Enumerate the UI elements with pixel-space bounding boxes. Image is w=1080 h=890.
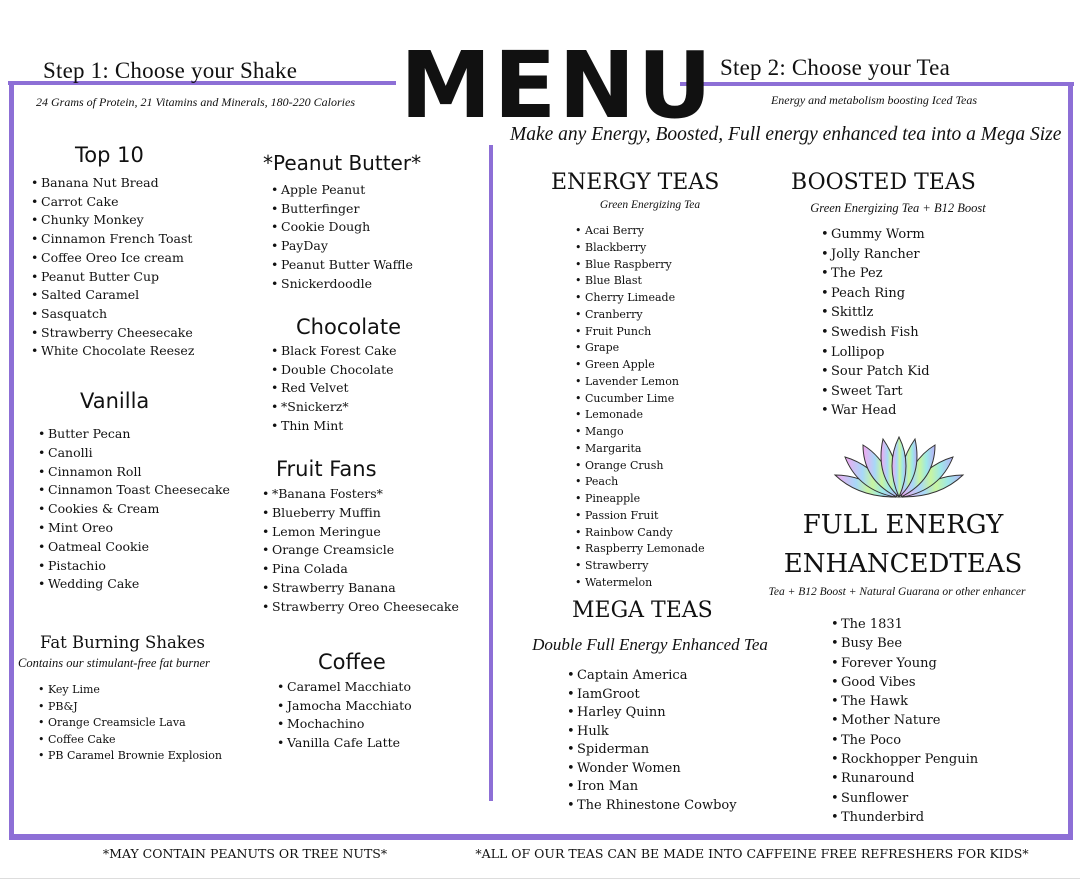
- list-item: • Harley Quinn: [567, 704, 737, 723]
- list-item: • Red Velvet: [271, 379, 396, 398]
- list-item: • Mother Nature: [831, 711, 978, 730]
- list-item: • Wedding Cake: [38, 575, 230, 594]
- list-item: • Blue Raspberry: [575, 257, 705, 274]
- list-item: • Apple Peanut: [271, 181, 413, 200]
- frame-left: [9, 81, 14, 840]
- coffee-list: [277, 678, 412, 753]
- list-item: • Thin Mint: [271, 417, 396, 436]
- list-item: • *Banana Fosters*: [262, 485, 459, 504]
- coffee-heading: Coffee: [318, 650, 386, 674]
- list-item: • Mint Oreo: [38, 519, 230, 538]
- list-item: • Strawberry: [575, 558, 705, 575]
- list-item: • Rockhopper Penguin: [831, 750, 978, 769]
- list-item: • The Hawk: [831, 692, 978, 711]
- list-item: • Orange Crush: [575, 458, 705, 475]
- list-item: • Coffee Oreo Ice cream: [31, 249, 194, 268]
- list-item: • Lollipop: [821, 343, 930, 363]
- list-item: • Canolli: [38, 444, 230, 463]
- energy-teas-heading: ENERGY TEAS: [551, 170, 720, 195]
- list-item: • The Pez: [821, 264, 930, 284]
- mega-teas-heading: MEGA TEAS: [572, 598, 713, 623]
- list-item: • The Poco: [831, 731, 978, 750]
- list-item: • Coffee Cake: [38, 732, 222, 749]
- list-item: • Cucumber Lime: [575, 391, 705, 408]
- list-item: • Cinnamon Roll: [38, 463, 230, 482]
- list-item: • Cookies & Cream: [38, 500, 230, 519]
- list-item: • The 1831: [831, 615, 978, 634]
- list-item: • Busy Bee: [831, 634, 978, 653]
- list-item: • Mango: [575, 424, 705, 441]
- list-item: • *Snickerz*: [271, 398, 396, 417]
- list-item: • Key Lime: [38, 682, 222, 699]
- list-item: • Iron Man: [567, 778, 737, 797]
- full-energy-heading-line1: FULL ENERGY: [802, 510, 1004, 540]
- list-item: • Blue Blast: [575, 273, 705, 290]
- vanilla-heading: Vanilla: [80, 389, 150, 413]
- page-bottom-rule: [0, 878, 1080, 879]
- lotus-flower-icon: [833, 435, 965, 501]
- list-item: • Lemon Meringue: [262, 523, 459, 542]
- step1-subtitle: 24 Grams of Protein, 21 Vitamins and Minerals, 180-220 Calories: [36, 95, 355, 109]
- list-item: • Lavender Lemon: [575, 374, 705, 391]
- list-item: • Cinnamon French Toast: [31, 230, 194, 249]
- list-item: • Hulk: [567, 723, 737, 742]
- list-item: • PayDay: [271, 237, 413, 256]
- top10-heading: Top 10: [75, 143, 144, 167]
- peanut-butter-heading: *Peanut Butter*: [263, 151, 422, 175]
- list-item: • Pistachio: [38, 557, 230, 576]
- full-energy-list: [831, 615, 978, 827]
- list-item: • Runaround: [831, 769, 978, 788]
- list-item: • Peanut Butter Waffle: [271, 256, 413, 275]
- list-item: • Raspberry Lemonade: [575, 541, 705, 558]
- list-item: • Double Chocolate: [271, 361, 396, 380]
- list-item: • Forever Young: [831, 654, 978, 673]
- frame-right: [1068, 82, 1073, 840]
- step1-title: Step 1: Choose your Shake: [43, 58, 298, 83]
- list-item: • Grape: [575, 340, 705, 357]
- list-item: • Cinnamon Toast Cheesecake: [38, 481, 230, 500]
- list-item: • Salted Caramel: [31, 286, 194, 305]
- list-item: • Cherry Limeade: [575, 290, 705, 307]
- list-item: • Strawberry Banana: [262, 579, 459, 598]
- list-item: • PB&J: [38, 699, 222, 716]
- list-item: • Banana Nut Bread: [31, 174, 194, 193]
- vanilla-list: [38, 425, 230, 594]
- list-item: • Green Apple: [575, 357, 705, 374]
- list-item: • Acai Berry: [575, 223, 705, 240]
- list-item: • Sasquatch: [31, 305, 194, 324]
- list-item: • Swedish Fish: [821, 323, 930, 343]
- list-item: • Peach Ring: [821, 284, 930, 304]
- list-item: • Vanilla Cafe Latte: [277, 734, 412, 753]
- list-item: • Cookie Dough: [271, 218, 413, 237]
- mega-size-note: Make any Energy, Boosted, Full energy enhanced tea into a Mega Size: [510, 124, 1062, 145]
- list-item: • Mochachino: [277, 715, 412, 734]
- list-item: • The Rhinestone Cowboy: [567, 797, 737, 816]
- list-item: • Blackberry: [575, 240, 705, 257]
- list-item: • Watermelon: [575, 575, 705, 592]
- step2-title: Step 2: Choose your Tea: [720, 55, 950, 80]
- list-item: • Oatmeal Cookie: [38, 538, 230, 557]
- list-item: • Cranberry: [575, 307, 705, 324]
- fruit-fans-heading: Fruit Fans: [276, 457, 377, 481]
- list-item: • Pineapple: [575, 491, 705, 508]
- energy-teas-subtitle: Green Energizing Tea: [599, 199, 701, 211]
- list-item: • Pina Colada: [262, 560, 459, 579]
- list-item: • Butterfinger: [271, 200, 413, 219]
- list-item: • White Chocolate Reesez: [31, 342, 194, 361]
- frame-bottom: [9, 834, 1073, 840]
- boosted-teas-list: [821, 225, 930, 421]
- list-item: • Peach: [575, 474, 705, 491]
- list-item: • Snickerdoodle: [271, 275, 413, 294]
- list-item: • Wonder Women: [567, 760, 737, 779]
- full-energy-subtitle: Tea + B12 Boost + Natural Guarana or other enhancer: [768, 586, 1026, 598]
- footer-allergy-note: *MAY CONTAIN PEANUTS OR TREE NUTS*: [102, 846, 388, 861]
- list-item: • Orange Creamsicle: [262, 541, 459, 560]
- list-item: • Black Forest Cake: [271, 342, 396, 361]
- list-item: • Fruit Punch: [575, 324, 705, 341]
- column-divider: [489, 145, 493, 801]
- list-item: • Jamocha Macchiato: [277, 697, 412, 716]
- list-item: • Passion Fruit: [575, 508, 705, 525]
- list-item: • Spiderman: [567, 741, 737, 760]
- full-energy-heading-line2: ENHANCEDTEAS: [783, 549, 1023, 579]
- list-item: • Butter Pecan: [38, 425, 230, 444]
- list-item: • Strawberry Cheesecake: [31, 324, 194, 343]
- mega-teas-list: [567, 667, 737, 815]
- list-item: • Sweet Tart: [821, 382, 930, 402]
- list-item: • Jolly Rancher: [821, 245, 930, 265]
- fat-burning-list: [38, 682, 222, 765]
- list-item: • War Head: [821, 401, 930, 421]
- list-item: • IamGroot: [567, 686, 737, 705]
- peanut-butter-list: [271, 181, 413, 293]
- list-item: • Rainbow Candy: [575, 525, 705, 542]
- boosted-teas-heading: BOOSTED TEAS: [791, 170, 976, 195]
- chocolate-list: [271, 342, 396, 436]
- list-item: • Sunflower: [831, 789, 978, 808]
- list-item: • Carrot Cake: [31, 193, 194, 212]
- frame-top-right: [680, 82, 1074, 86]
- list-item: • Skittlz: [821, 303, 930, 323]
- list-item: • Good Vibes: [831, 673, 978, 692]
- list-item: • Margarita: [575, 441, 705, 458]
- chocolate-heading: Chocolate: [296, 315, 402, 339]
- fruit-fans-list: [262, 485, 459, 617]
- list-item: • Gummy Worm: [821, 225, 930, 245]
- list-item: • Lemonade: [575, 407, 705, 424]
- fat-burning-heading: Fat Burning Shakes: [40, 633, 206, 652]
- list-item: • Blueberry Muffin: [262, 504, 459, 523]
- boosted-teas-subtitle: Green Energizing Tea + B12 Boost: [810, 201, 986, 215]
- list-item: • Captain America: [567, 667, 737, 686]
- list-item: • Caramel Macchiato: [277, 678, 412, 697]
- footer-kids-note: *ALL OF OUR TEAS CAN BE MADE INTO CAFFEINE FREE REFRESHERS FOR KIDS*: [475, 846, 1029, 861]
- list-item: • PB Caramel Brownie Explosion: [38, 748, 222, 765]
- energy-teas-list: [575, 223, 705, 592]
- top10-list: [31, 174, 194, 361]
- menu-title: MENU: [400, 32, 715, 139]
- step2-subtitle: Energy and metabolism boosting Iced Teas: [770, 93, 978, 107]
- list-item: • Chunky Monkey: [31, 211, 194, 230]
- list-item: • Sour Patch Kid: [821, 362, 930, 382]
- list-item: • Strawberry Oreo Cheesecake: [262, 598, 459, 617]
- list-item: • Thunderbird: [831, 808, 978, 827]
- list-item: • Peanut Butter Cup: [31, 268, 194, 287]
- fat-burning-subtitle: Contains our stimulant-free fat burner: [18, 656, 210, 670]
- mega-teas-subtitle: Double Full Energy Enhanced Tea: [532, 635, 768, 654]
- list-item: • Orange Creamsicle Lava: [38, 715, 222, 732]
